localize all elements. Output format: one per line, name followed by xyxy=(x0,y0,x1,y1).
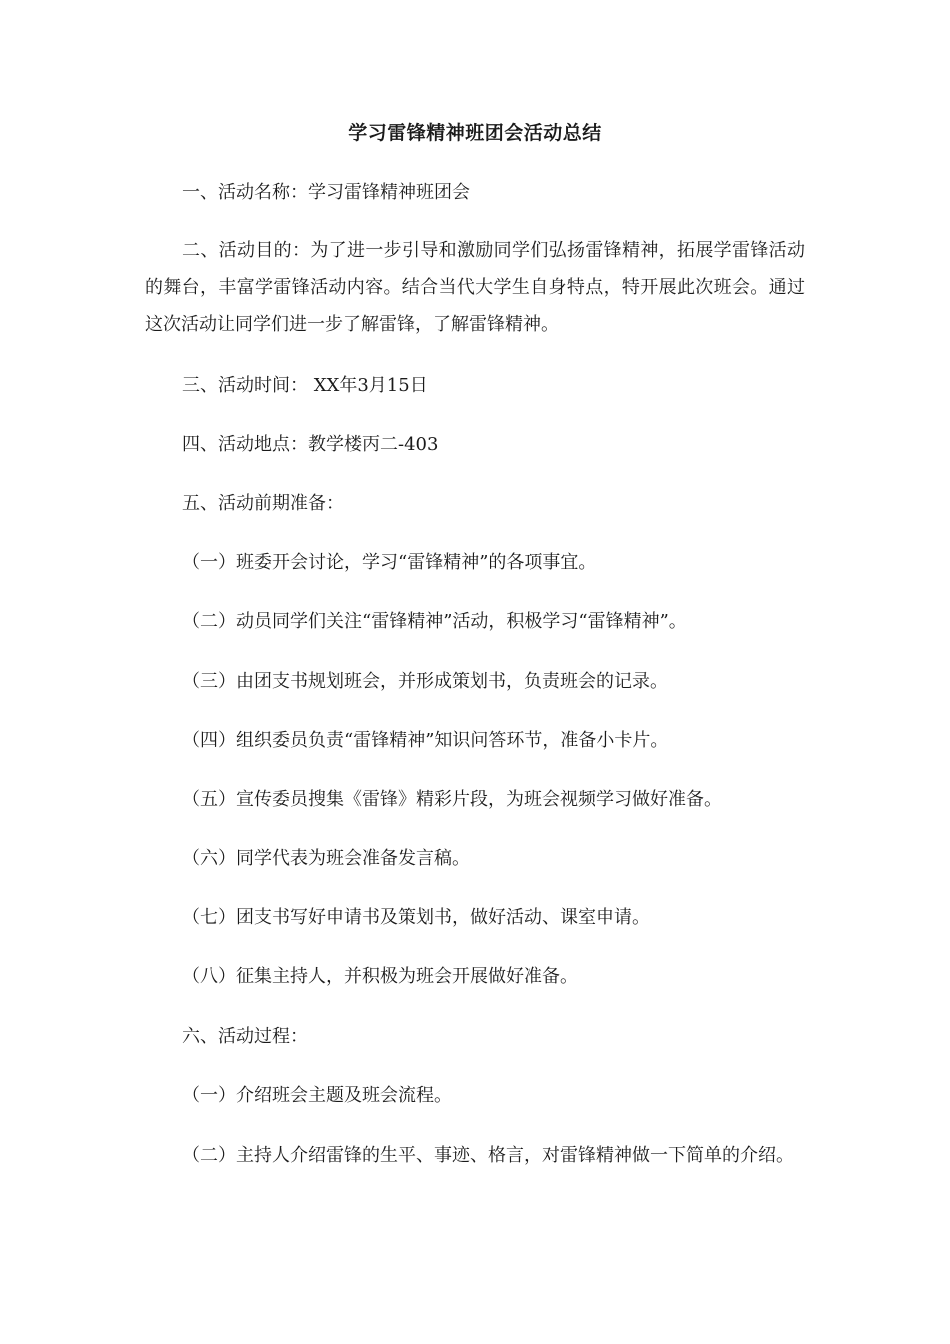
paragraph-prep-item-7: （七）团支书写好申请书及策划书，做好活动、课室申请。 xyxy=(182,907,650,928)
paragraph-prep-item-6: （六）同学代表为班会准备发言稿。 xyxy=(182,848,470,869)
paragraph-activity-name: 一、活动名称：学习雷锋精神班团会 xyxy=(182,182,470,203)
paragraph-activity-purpose: 二、活动目的：为了进一步引导和激励同学们弘扬雷锋精神，拓展学雷锋活动的舞台，丰富学雷锋活动内容。结合当代大学生自身特点，特开展此次班会。通过这次活动让同学们进一步了解雷锋，了解雷锋精神。 xyxy=(145,240,805,335)
paragraph-prep-item-8: （八）征集主持人，并积极为班会开展做好准备。 xyxy=(182,966,578,987)
paragraph-prep-item-4: （四）组织委员负责“雷锋精神”知识问答环节，准备小卡片。 xyxy=(182,730,669,751)
paragraph-prep-item-5: （五）宣传委员搜集《雷锋》精彩片段，为班会视频学习做好准备。 xyxy=(182,789,722,810)
paragraph-preparation-heading: 五、活动前期准备： xyxy=(182,493,344,514)
paragraph-activity-time: 三、活动时间： XX年3月15日 xyxy=(182,375,428,396)
paragraph-prep-item-2: （二）动员同学们关注“雷锋精神”活动，积极学习“雷锋精神”。 xyxy=(182,611,687,632)
paragraph-prep-item-3: （三）由团支书规划班会，并形成策划书，负责班会的记录。 xyxy=(182,671,668,692)
paragraph-prep-item-1: （一）班委开会讨论，学习“雷锋精神”的各项事宜。 xyxy=(182,552,597,573)
paragraph-process-item-2: （二）主持人介绍雷锋的生平、事迹、格言，对雷锋精神做一下简单的介绍。 xyxy=(182,1145,794,1166)
paragraph-process-heading: 六、活动过程： xyxy=(182,1026,308,1047)
paragraph-activity-location: 四、活动地点：教学楼丙二-403 xyxy=(182,434,439,455)
paragraph-process-item-1: （一）介绍班会主题及班会流程。 xyxy=(182,1085,452,1106)
document-title: 学习雷锋精神班团会活动总结 xyxy=(348,122,602,144)
